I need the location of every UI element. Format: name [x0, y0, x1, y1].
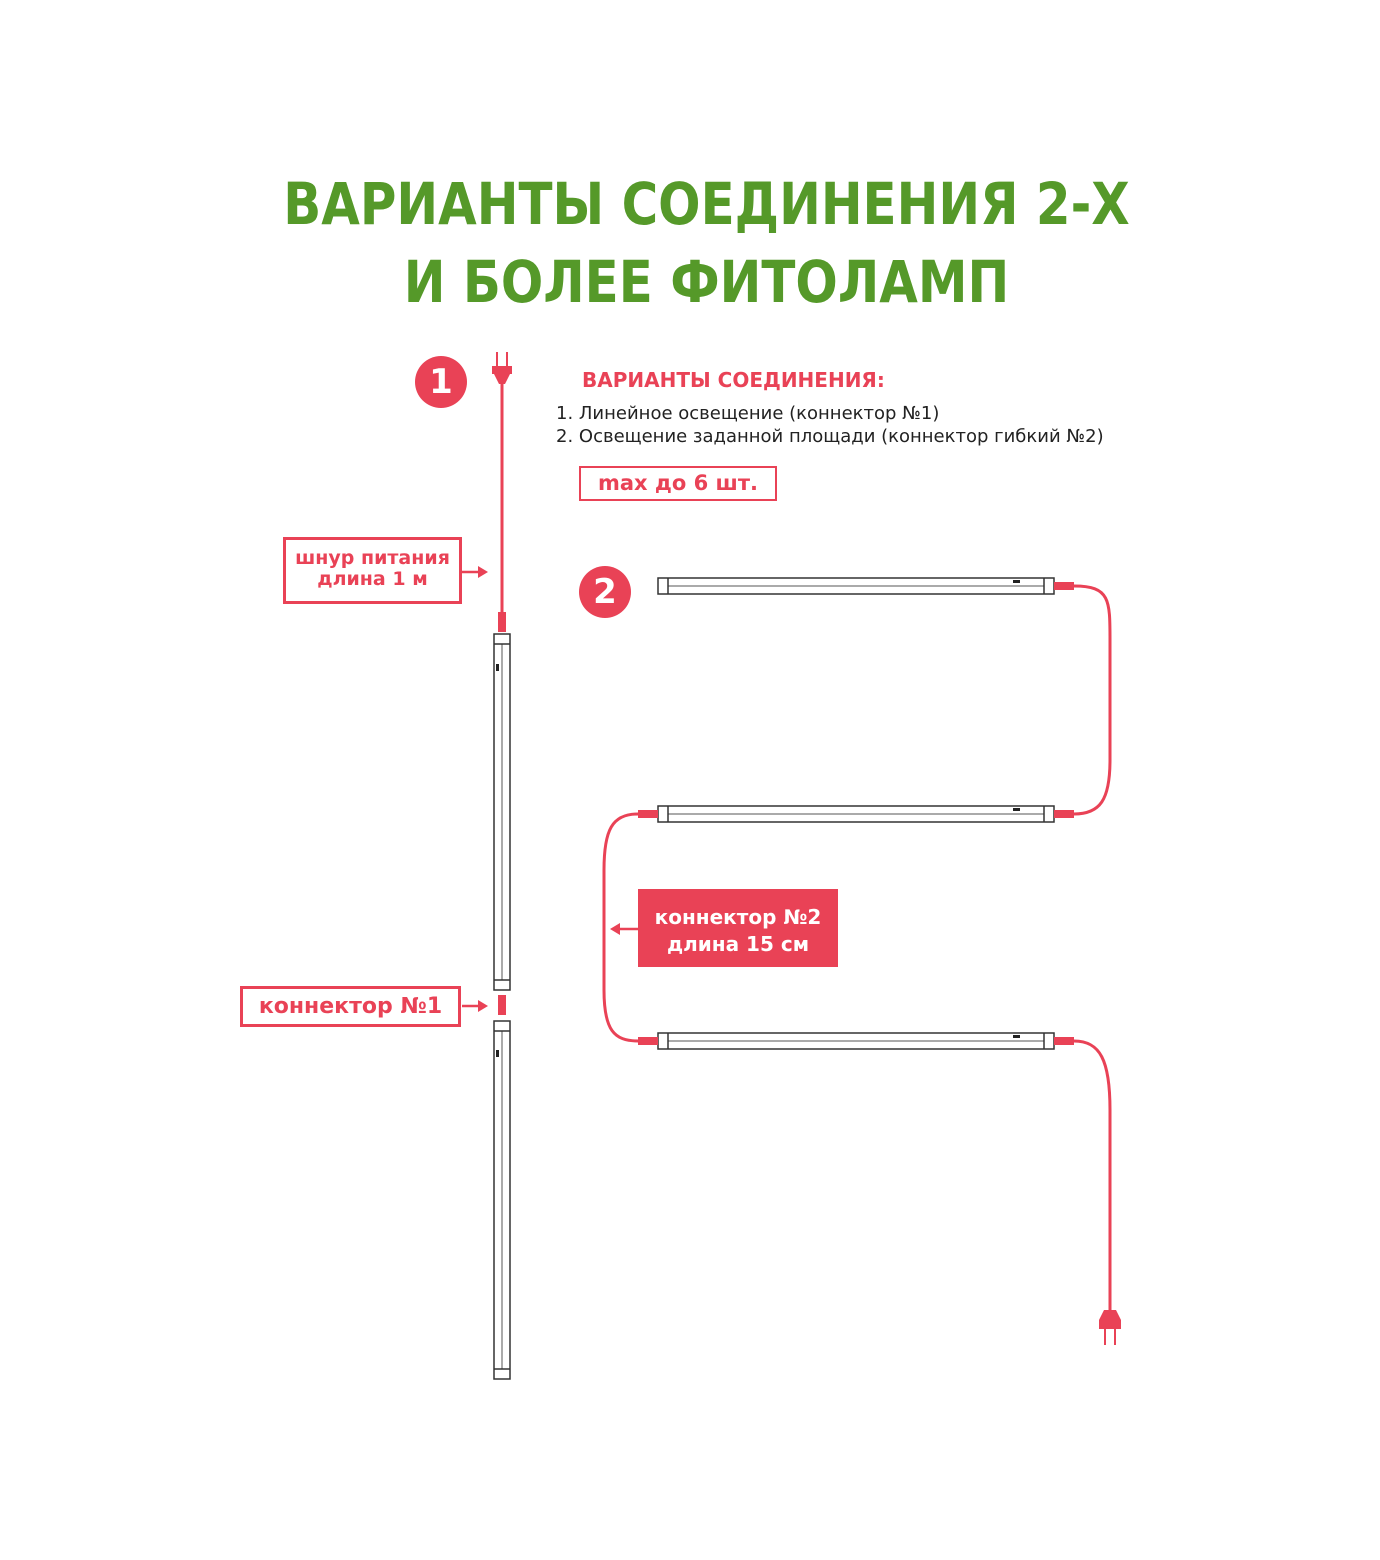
connector-1: [498, 995, 506, 1015]
variant-2-marker: 2: [579, 566, 631, 618]
power-cord-label-line1: шнур питания: [295, 547, 450, 569]
power-cord-label-line2: длина 1 м: [317, 568, 428, 590]
lamp-horizontal-3: [658, 1033, 1054, 1049]
cord-plug-end: [498, 612, 506, 632]
arrow-icon: [610, 923, 638, 935]
arrow-icon: [462, 566, 488, 578]
connector-2-label: [638, 889, 838, 967]
connector-2-label-line1: коннектор №2: [654, 905, 822, 929]
page-title-line1: ВАРИАНТЫ СОЕДИНЕНИЯ 2-Х: [283, 170, 1130, 238]
legend-heading: ВАРИАНТЫ СОЕДИНЕНИЯ:: [582, 368, 885, 392]
connector-2-label-line2: длина 15 см: [666, 932, 810, 956]
plug-icon: [1099, 1310, 1121, 1345]
power-cord-label: [283, 537, 462, 604]
legend-item-1: 1. Линейное освещение (коннектор №1): [556, 403, 940, 424]
flex-connector-2a: [1074, 586, 1110, 814]
max-badge: max до 6 шт.: [579, 466, 777, 501]
connector-1-label: коннектор №1: [240, 986, 461, 1027]
arrow-icon: [462, 1000, 488, 1012]
lamp-vertical-1: [494, 634, 510, 990]
lamp-horizontal-1: [658, 578, 1054, 594]
variant-1-marker: 1: [415, 356, 467, 408]
legend-item-2: 2. Освещение заданной площади (коннектор гибкий №2): [556, 426, 1104, 447]
page-title-line2: И БОЛЕЕ ФИТОЛАМП: [403, 248, 1010, 316]
lamp-vertical-2: [494, 1021, 510, 1379]
plug-icon: [492, 352, 512, 384]
flex-connector-2b: [604, 814, 638, 1041]
lamp-horizontal-2: [658, 806, 1054, 822]
power-cable-2: [1074, 1041, 1110, 1310]
